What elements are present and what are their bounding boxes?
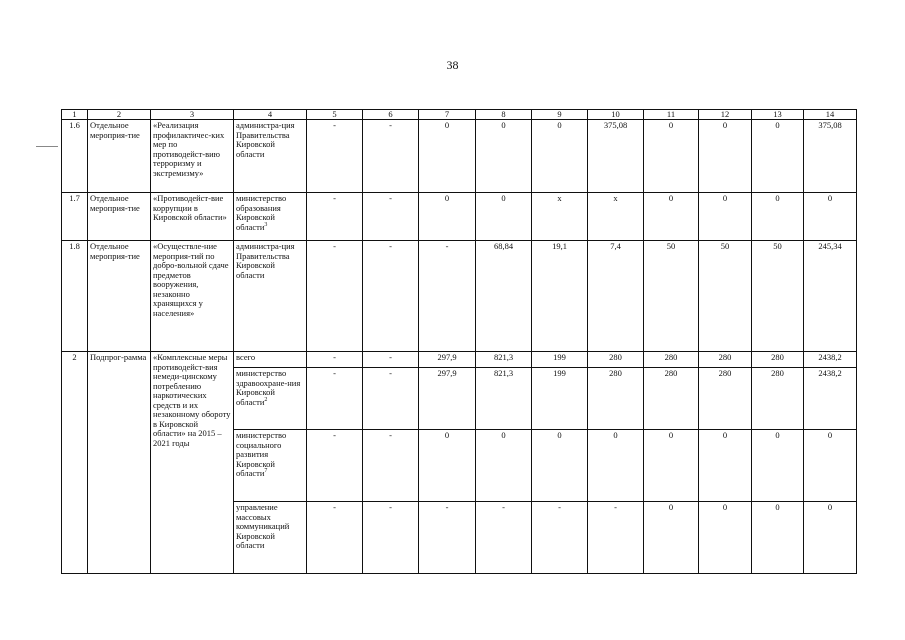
- row-type: Отдельное мероприя-тие: [88, 120, 151, 193]
- value-cell: 0: [419, 120, 476, 193]
- row-type: Подпрог-рамма: [88, 352, 151, 574]
- value-cell: 280: [644, 368, 699, 430]
- row-name: «Реализация профилактичес-ких мер по противодейст-вию терроризму и экстремизму»: [151, 120, 234, 193]
- executor-text: управление массовых коммуникаций Кировской области: [236, 502, 290, 551]
- value-cell: 245,34: [804, 241, 857, 352]
- value-cell: 50: [644, 241, 699, 352]
- value-cell: -: [476, 502, 532, 574]
- value-cell: 0: [588, 430, 644, 502]
- value-cell: -: [363, 368, 419, 430]
- scan-artifact-line: [36, 146, 58, 147]
- value-cell: 280: [752, 352, 804, 368]
- value-cell: 821,3: [476, 352, 532, 368]
- row-executor: [234, 502, 307, 574]
- value-cell: -: [363, 193, 419, 241]
- header-cell: 12: [699, 110, 752, 120]
- header-cell: 14: [804, 110, 857, 120]
- value-cell: 199: [532, 352, 588, 368]
- header-cell: 3: [151, 110, 234, 120]
- value-cell: 0: [699, 193, 752, 241]
- value-cell: -: [307, 368, 363, 430]
- footnote-mark: 7: [264, 468, 268, 475]
- value-cell: 0: [752, 120, 804, 193]
- value-cell: 0: [476, 430, 532, 502]
- value-cell: -: [307, 193, 363, 241]
- value-cell: 297,9: [419, 368, 476, 430]
- value-cell: -: [307, 502, 363, 574]
- executor-text: министерство образования Кировской области: [236, 193, 287, 232]
- value-cell: 0: [752, 430, 804, 502]
- value-cell: 0: [532, 430, 588, 502]
- value-cell: -: [532, 502, 588, 574]
- header-cell: 7: [419, 110, 476, 120]
- value-cell: 0: [804, 502, 857, 574]
- value-cell: -: [588, 502, 644, 574]
- executor-text: администра-ция Правительства Кировской области: [236, 241, 295, 280]
- row-executor: [234, 193, 307, 241]
- value-cell: -: [307, 352, 363, 368]
- value-cell: 0: [699, 430, 752, 502]
- value-cell: -: [307, 120, 363, 193]
- row-executor: [234, 352, 307, 368]
- row-code: 1.7: [62, 193, 88, 241]
- header-cell: 1: [62, 110, 88, 120]
- executor-text: администра-ция Правительства Кировской области: [236, 120, 295, 159]
- row-executor: [234, 430, 307, 502]
- table-row: [62, 193, 857, 241]
- value-cell: 199: [532, 368, 588, 430]
- value-cell: 7,4: [588, 241, 644, 352]
- row-name: «Осуществле-ние мероприя-тий по добро-вольной сдаче предметов вооружения, незаконно хранящихся у населения»: [151, 241, 234, 352]
- executor-text: министерство здравоохране-ния Кировской области: [236, 368, 301, 407]
- value-cell: 0: [644, 120, 699, 193]
- value-cell: -: [363, 241, 419, 352]
- value-cell: 68,84: [476, 241, 532, 352]
- value-cell: 0: [752, 502, 804, 574]
- row-executor: [234, 120, 307, 193]
- value-cell: 0: [752, 193, 804, 241]
- header-cell: 2: [88, 110, 151, 120]
- value-cell: 280: [699, 368, 752, 430]
- value-cell: 0: [532, 120, 588, 193]
- value-cell: 0: [804, 193, 857, 241]
- value-cell: 2438,2: [804, 368, 857, 430]
- value-cell: 280: [588, 352, 644, 368]
- value-cell: 0: [644, 193, 699, 241]
- row-name: «Комплексные меры противодейст-вия немеди-цинскому потреблению наркотических средств и их незаконному обороту в Кировской области» на 2015 – 2021 годы: [151, 352, 234, 574]
- value-cell: 50: [699, 241, 752, 352]
- value-cell: 375,08: [804, 120, 857, 193]
- row-executor: [234, 241, 307, 352]
- header-cell: 6: [363, 110, 419, 120]
- footnote-mark: 2: [264, 397, 268, 404]
- value-cell: -: [307, 241, 363, 352]
- value-cell: 0: [419, 430, 476, 502]
- header-cell: 11: [644, 110, 699, 120]
- table-row: [62, 241, 857, 352]
- value-cell: 0: [804, 430, 857, 502]
- value-cell: 2438,2: [804, 352, 857, 368]
- budget-table: [61, 109, 857, 574]
- value-cell: 0: [644, 502, 699, 574]
- value-cell: -: [307, 430, 363, 502]
- row-type: Отдельное мероприя-тие: [88, 241, 151, 352]
- table-row: [62, 352, 857, 368]
- table-header-row: [62, 110, 857, 120]
- row-name: «Противодейст-вие коррупции в Кировской области»: [151, 193, 234, 241]
- value-cell: 280: [588, 368, 644, 430]
- value-cell: -: [419, 241, 476, 352]
- row-type: Отдельное мероприя-тие: [88, 193, 151, 241]
- value-cell: 821,3: [476, 368, 532, 430]
- value-cell: 297,9: [419, 352, 476, 368]
- value-cell: х: [532, 193, 588, 241]
- value-cell: -: [363, 352, 419, 368]
- header-cell: 9: [532, 110, 588, 120]
- row-code: 1.8: [62, 241, 88, 352]
- header-cell: 5: [307, 110, 363, 120]
- value-cell: -: [363, 502, 419, 574]
- value-cell: 0: [699, 502, 752, 574]
- value-cell: 0: [476, 120, 532, 193]
- value-cell: -: [419, 502, 476, 574]
- value-cell: 375,08: [588, 120, 644, 193]
- header-cell: 13: [752, 110, 804, 120]
- value-cell: 19,1: [532, 241, 588, 352]
- header-cell: 4: [234, 110, 307, 120]
- value-cell: 280: [644, 352, 699, 368]
- value-cell: 0: [644, 430, 699, 502]
- value-cell: -: [363, 120, 419, 193]
- row-executor: [234, 368, 307, 430]
- footnote-mark: 3: [264, 222, 268, 229]
- value-cell: 280: [699, 352, 752, 368]
- value-cell: -: [363, 430, 419, 502]
- executor-text: министерство социального развития Кировской области: [236, 430, 287, 479]
- value-cell: 50: [752, 241, 804, 352]
- page-number: 38: [446, 58, 459, 72]
- table-row: [62, 120, 857, 193]
- executor-text: всего: [236, 352, 256, 363]
- header-cell: 10: [588, 110, 644, 120]
- row-code: 2: [62, 352, 88, 574]
- value-cell: 0: [476, 193, 532, 241]
- value-cell: 0: [419, 193, 476, 241]
- value-cell: х: [588, 193, 644, 241]
- value-cell: 0: [699, 120, 752, 193]
- header-cell: 8: [476, 110, 532, 120]
- value-cell: 280: [752, 368, 804, 430]
- row-code: 1.6: [62, 120, 88, 193]
